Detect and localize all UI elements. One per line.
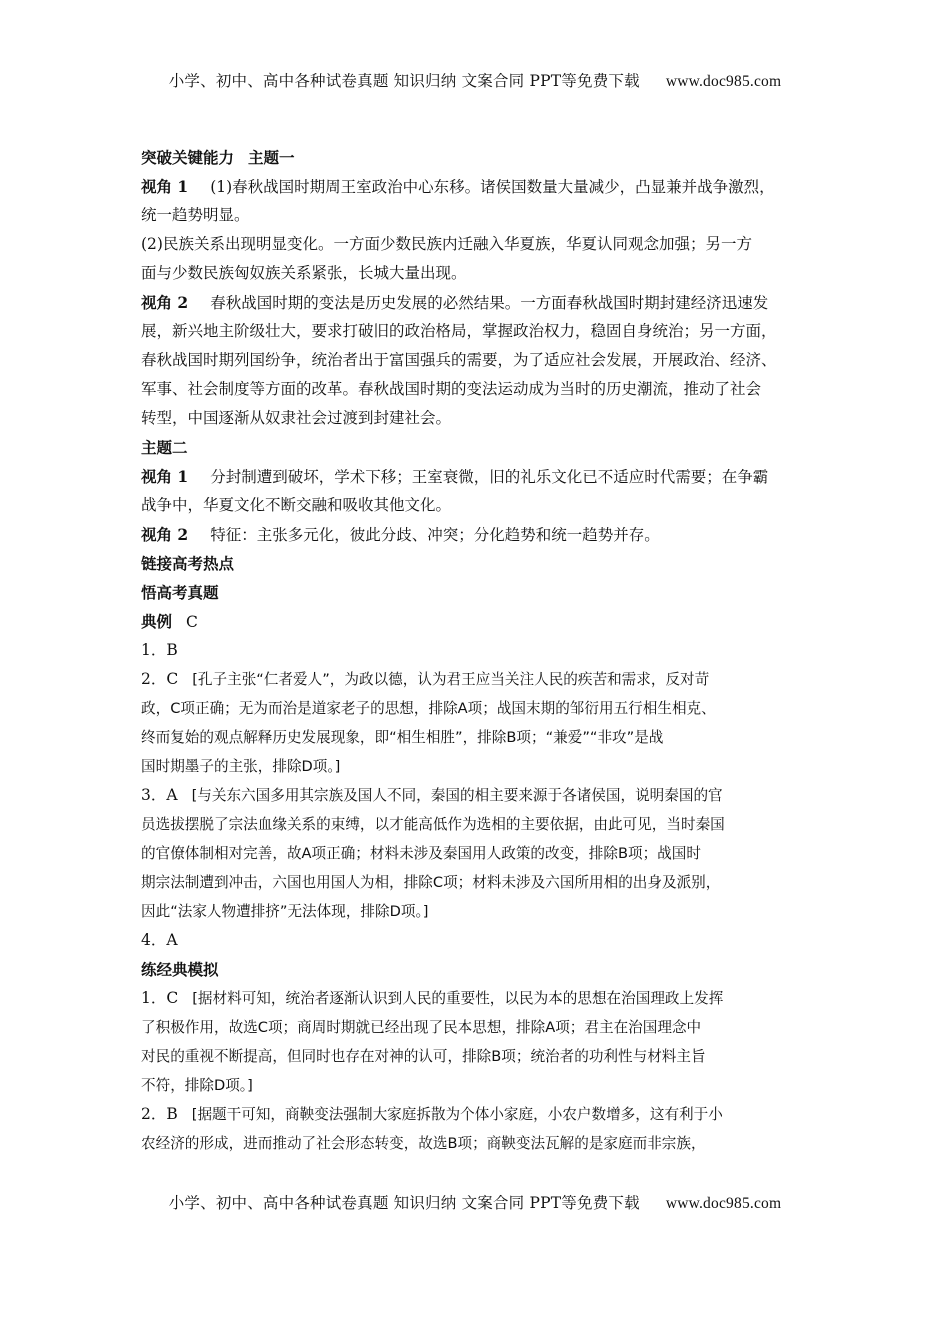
page-header — [0, 69, 950, 91]
paragraph-line: 视角 2 春秋战国时期的变法是历史发展的必然结果。一方面春秋战国时期封建经济迅速发 — [141, 293, 769, 312]
answer-line: 3．A [与关东六国多用其宗族及国人不同，秦国的相主要来源于各诸侯国，说明秦国的官 — [141, 786, 723, 804]
section-heading: 悟高考真题 — [141, 583, 219, 602]
paragraph-line: 员选拔摆脱了宗法血缘关系的束缚，以才能高低作为选相的主要依据，由此可见，当时秦国 — [141, 816, 725, 833]
paragraph-line: 的官僚体制相对完善，故A项正确；材料未涉及秦国用人政策的改变，排除B项；战国时 — [141, 845, 701, 862]
paragraph-line: 视角 2 特征：主张多元化，彼此分歧、冲突；分化趋势和统一趋势并存。 — [141, 525, 660, 544]
paragraph-line: 政，C项正确；无为而治是道家老子的思想，排除A项；战国末期的邹衍用五行相生相克、 — [141, 700, 716, 717]
paragraph-line: 终而复始的观点解释历史发展现象，即“相生相胜”，排除B项；“兼爱”“非攻”是战 — [141, 729, 664, 746]
paragraph-line: (2)民族关系出现明显变化。一方面少数民族内迁融入华夏族，华夏认同观念加强；另一方 — [141, 235, 752, 253]
answer-line: 1．B — [141, 641, 178, 659]
paragraph-line: 国时期墨子的主张，排除D项。] — [141, 758, 341, 775]
section-heading: 主题二 — [141, 438, 188, 457]
paragraph-line: 战争中，华夏文化不断交融和吸收其他文化。 — [141, 496, 452, 514]
header-text: 小学、初中、高中各种试卷真题 知识归纳 文案合同 PPT等免费下载 — [168, 72, 640, 90]
answer-line: 4．A — [141, 931, 178, 949]
section-heading: 链接高考热点 — [141, 554, 235, 573]
paragraph-line: 了积极作用，故选C项；商周时期就已经出现了民本思想，排除A项；君主在治国理念中 — [141, 1019, 702, 1036]
paragraph-line: 视角 1 分封制遭到破坏，学术下移；王室衰微，旧的礼乐文化已不适应时代需要；在争霸 — [141, 467, 769, 486]
paragraph-line: 军事、社会制度等方面的改革。春秋战国时期的变法运动成为当时的历史潮流，推动了社会 — [141, 380, 762, 398]
answer-content — [141, 143, 821, 1158]
section-heading: 练经典模拟 — [141, 960, 219, 979]
paragraph-line: 春秋战国时期列国纷争，统治者出于富国强兵的需要，为了适应社会发展，开展政治、经济、 — [141, 351, 777, 369]
paragraph-line: 农经济的形成，进而推动了社会形态转变，故选B项；商鞅变法瓦解的是家庭而非宗族， — [141, 1135, 706, 1152]
paragraph-line: 对民的重视不断提高，但同时也存在对神的认可，排除B项；统治者的功利性与材料主旨 — [141, 1048, 706, 1065]
paragraph-line: 因此“法家人物遭排挤”无法体现，排除D项。] — [141, 903, 429, 920]
paragraph-line: 展，新兴地主阶级壮大，要求打破旧的政治格局，掌握政治权力，稳固自身统治；另一方面， — [141, 322, 777, 340]
paragraph-line: 视角 1 (1)春秋战国时期周王室政治中心东移。诸侯国数量大量减少，凸显兼并战争激烈， — [141, 177, 775, 196]
answer-line: 1．C [据材料可知，统治者逐渐认识到人民的重要性，以民为本的思想在治国理政上发挥 — [141, 989, 724, 1007]
paragraph-line: 统一趋势明显。 — [141, 206, 250, 224]
paragraph-line: 面与少数民族匈奴族关系紧张，长城大量出现。 — [141, 264, 467, 282]
section-heading: 突破关键能力 主题一 — [141, 148, 295, 167]
answer-line: 典例 C — [141, 612, 198, 631]
footer-url[interactable]: www.doc985.com — [665, 1195, 782, 1212]
page-footer — [0, 1191, 950, 1213]
paragraph-line: 不符，排除D项。] — [141, 1077, 253, 1094]
paragraph-line: 期宗法制遭到冲击，六国也用国人为相，排除C项；材料未涉及六国所用相的出身及派别， — [141, 874, 721, 891]
answer-line: 2．C [孔子主张“仁者爱人”，为政以德，认为君王应当关注人民的疾苦和需求，反对苛 — [141, 670, 710, 688]
paragraph-line: 转型，中国逐渐从奴隶社会过渡到封建社会。 — [141, 409, 452, 427]
footer-text: 小学、初中、高中各种试卷真题 知识归纳 文案合同 PPT等免费下载 — [168, 1194, 640, 1212]
header-url[interactable]: www.doc985.com — [665, 73, 782, 90]
answer-line: 2．B [据题干可知，商鞅变法强制大家庭拆散为个体小家庭，小农户数增多，这有利于小 — [141, 1105, 723, 1123]
